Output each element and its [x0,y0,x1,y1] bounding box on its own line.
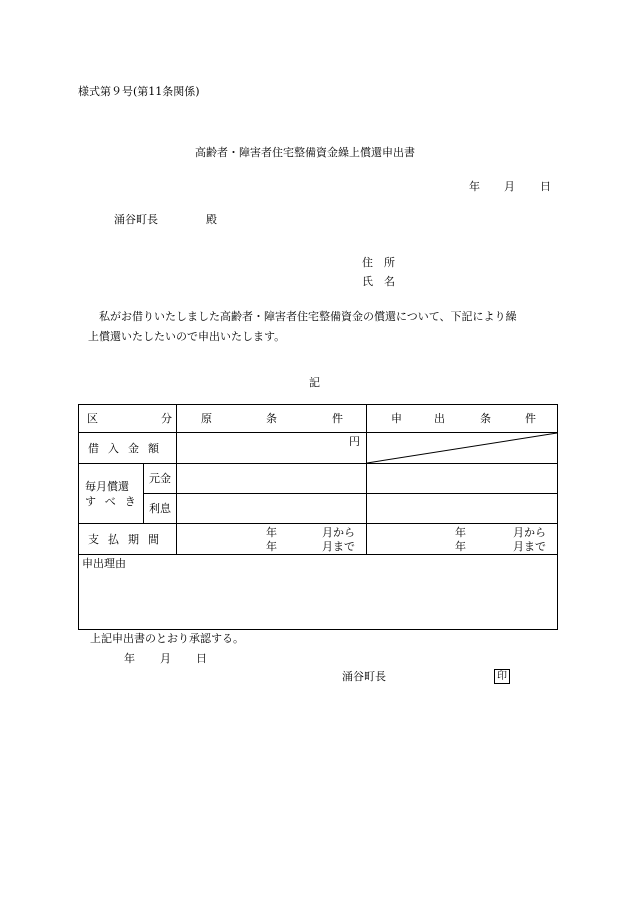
header-request-cell [367,405,558,433]
period-row [79,524,558,555]
header-request-shin: 申 [391,412,402,425]
period-request-cell [367,524,558,555]
date-year: 年 [469,180,480,193]
addressee-honorific: 殿 [206,213,217,226]
interest-original-cell [177,494,367,524]
ki-heading: 記 [309,376,320,389]
period-request-until-year: 年 [455,540,466,553]
table-header-row [79,405,558,433]
interest-label-cell [144,494,177,524]
loan-amount-original-cell [177,433,367,464]
loan-amount-label-cell [79,433,177,464]
principal-original-cell [177,464,367,494]
header-original-ken: 件 [332,412,343,425]
period-label: 支払期間 [88,533,168,546]
header-original-jou: 条 [266,412,277,425]
period-original-cell [177,524,367,555]
principal-row [79,464,558,494]
period-original-until-year: 年 [266,540,277,553]
interest-row [79,494,558,524]
monthly-label-cell [79,464,144,524]
loan-amount-label: 借入金額 [88,442,168,455]
approval-mayor: 涌谷町長 [342,670,386,683]
period-original-until-month: 月まで [322,540,355,553]
interest-request-cell [367,494,558,524]
period-request-from-month: 月から [513,526,546,539]
header-category-ku: 区 [87,412,98,425]
diagonal-strike [367,433,557,463]
period-label-cell [79,524,177,555]
principal-request-cell [367,464,558,494]
loan-amount-unit: 円 [349,435,360,448]
monthly-label-line2: すべき [85,495,145,508]
reason-row [79,555,558,630]
approval-month: 月 [160,652,171,665]
reason-cell [79,555,558,630]
date-day: 日 [540,180,551,193]
body-text-line2: 上償還いたしたいので申出いたします。 [88,330,286,343]
approval-text: 上記申出書のとおり承認する。 [90,632,244,645]
name-label: 氏 名 [362,275,395,288]
header-original-cell [177,405,367,433]
period-original-from-year: 年 [266,526,277,539]
seal-stamp: 印 [494,669,510,684]
header-request-ken: 件 [525,412,536,425]
principal-label-cell [144,464,177,494]
period-original-from-month: 月から [322,526,355,539]
form-number: 様式第９号(第11条関係) [78,85,200,98]
header-category-bun: 分 [161,412,172,425]
header-category-cell [79,405,177,433]
header-request-jou: 条 [480,412,491,425]
address-label: 住 所 [362,256,395,269]
principal-label: 元金 [149,472,171,485]
monthly-label-line1: 毎月償還 [85,480,129,493]
reason-label: 申出理由 [82,557,126,570]
loan-amount-row [79,433,558,464]
date-month: 月 [504,180,515,193]
period-request-from-year: 年 [455,526,466,539]
loan-amount-request-cell [367,433,558,464]
approval-day: 日 [196,652,207,665]
interest-label: 利息 [149,502,171,515]
document-title: 高齢者・障害者住宅整備資金繰上償還申出書 [195,146,415,159]
header-original-gen: 原 [201,412,212,425]
period-request-until-month: 月まで [513,540,546,553]
application-table [78,404,558,630]
header-request-shutsu: 出 [434,412,445,425]
addressee-name: 涌谷町長 [114,213,158,226]
approval-year: 年 [124,652,135,665]
body-text-line1: 私がお借りいたしました高齢者・障害者住宅整備資金の償還について、下記により繰 [99,310,517,323]
